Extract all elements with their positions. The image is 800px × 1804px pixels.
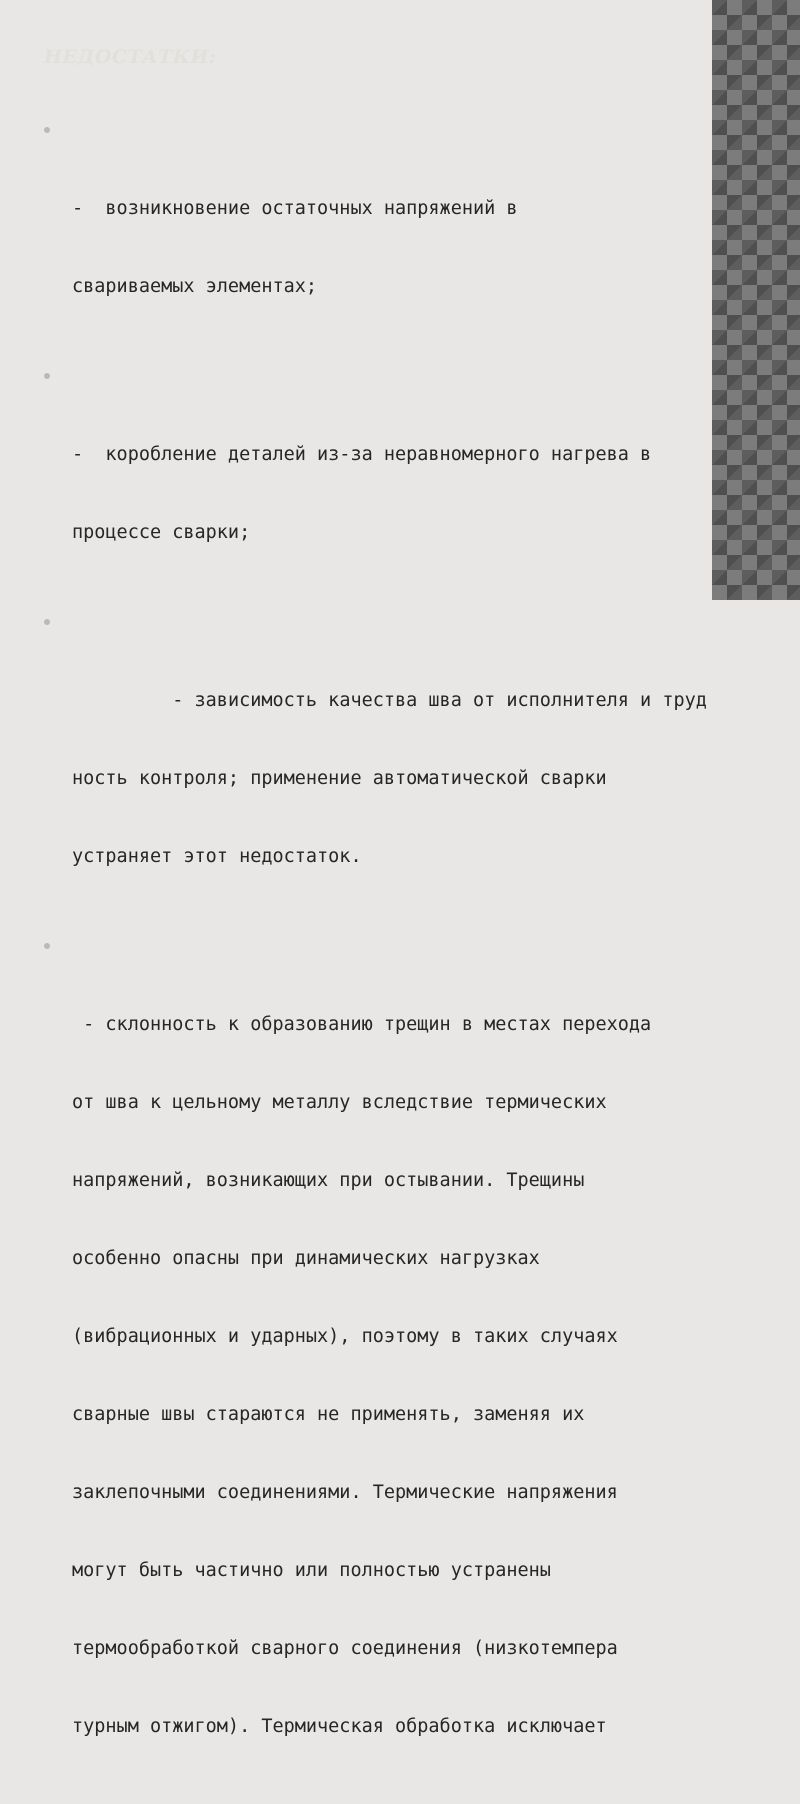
bullet-line: - возникновение остаточных напряжений в — [72, 198, 518, 219]
bullet-line: - склонность к образованию трещин в местах перехода — [72, 1014, 652, 1035]
slide-title: НЕДОСТАТКИ: — [44, 46, 217, 68]
bullet-line: от шва к цельному металлу вследствие термических — [72, 1092, 607, 1113]
bullet-line: напряжений, возникающих при остывании. Трещины — [72, 1170, 585, 1191]
bullet-item — [44, 610, 760, 922]
bullet-dot-icon — [44, 943, 50, 949]
bullet-line: могут быть частично или полностью устранены — [72, 1560, 551, 1581]
bullet-line: - коробление деталей из-за неравномерного нагрева в — [72, 444, 652, 465]
bullet-dot-icon — [44, 619, 50, 625]
bullet-item — [44, 364, 760, 598]
bullet-line: особенно опасны при динамических нагрузках — [72, 1248, 540, 1269]
bullet-dot-icon — [44, 127, 50, 133]
bullet-line: заклепочными соединениями. Термические напряжения — [72, 1482, 618, 1503]
bullet-list — [44, 118, 760, 1804]
bullet-line: термообработкой сварного соединения (низкотемпера — [72, 1638, 618, 1659]
bullet-line: - зависимость качества шва от исполнителя и труд — [72, 690, 707, 711]
bullet-line: турным отжигом). Термическая обработка исключает — [72, 1716, 607, 1737]
bullet-dot-icon — [44, 373, 50, 379]
bullet-line: свариваемых элементах; — [72, 276, 318, 297]
bullet-item — [44, 118, 760, 352]
bullet-line: процессе сварки; — [72, 522, 251, 543]
bullet-line: (вибрационных и ударных), поэтому в таких случаях — [72, 1326, 618, 1347]
bullet-line: устраняет этот недостаток. — [72, 846, 362, 867]
bullet-item — [44, 934, 760, 1792]
bullet-line: ность контроля; применение автоматической сварки — [72, 768, 607, 789]
bullet-line: сварные швы стараются не применять, заменяя их — [72, 1404, 585, 1425]
